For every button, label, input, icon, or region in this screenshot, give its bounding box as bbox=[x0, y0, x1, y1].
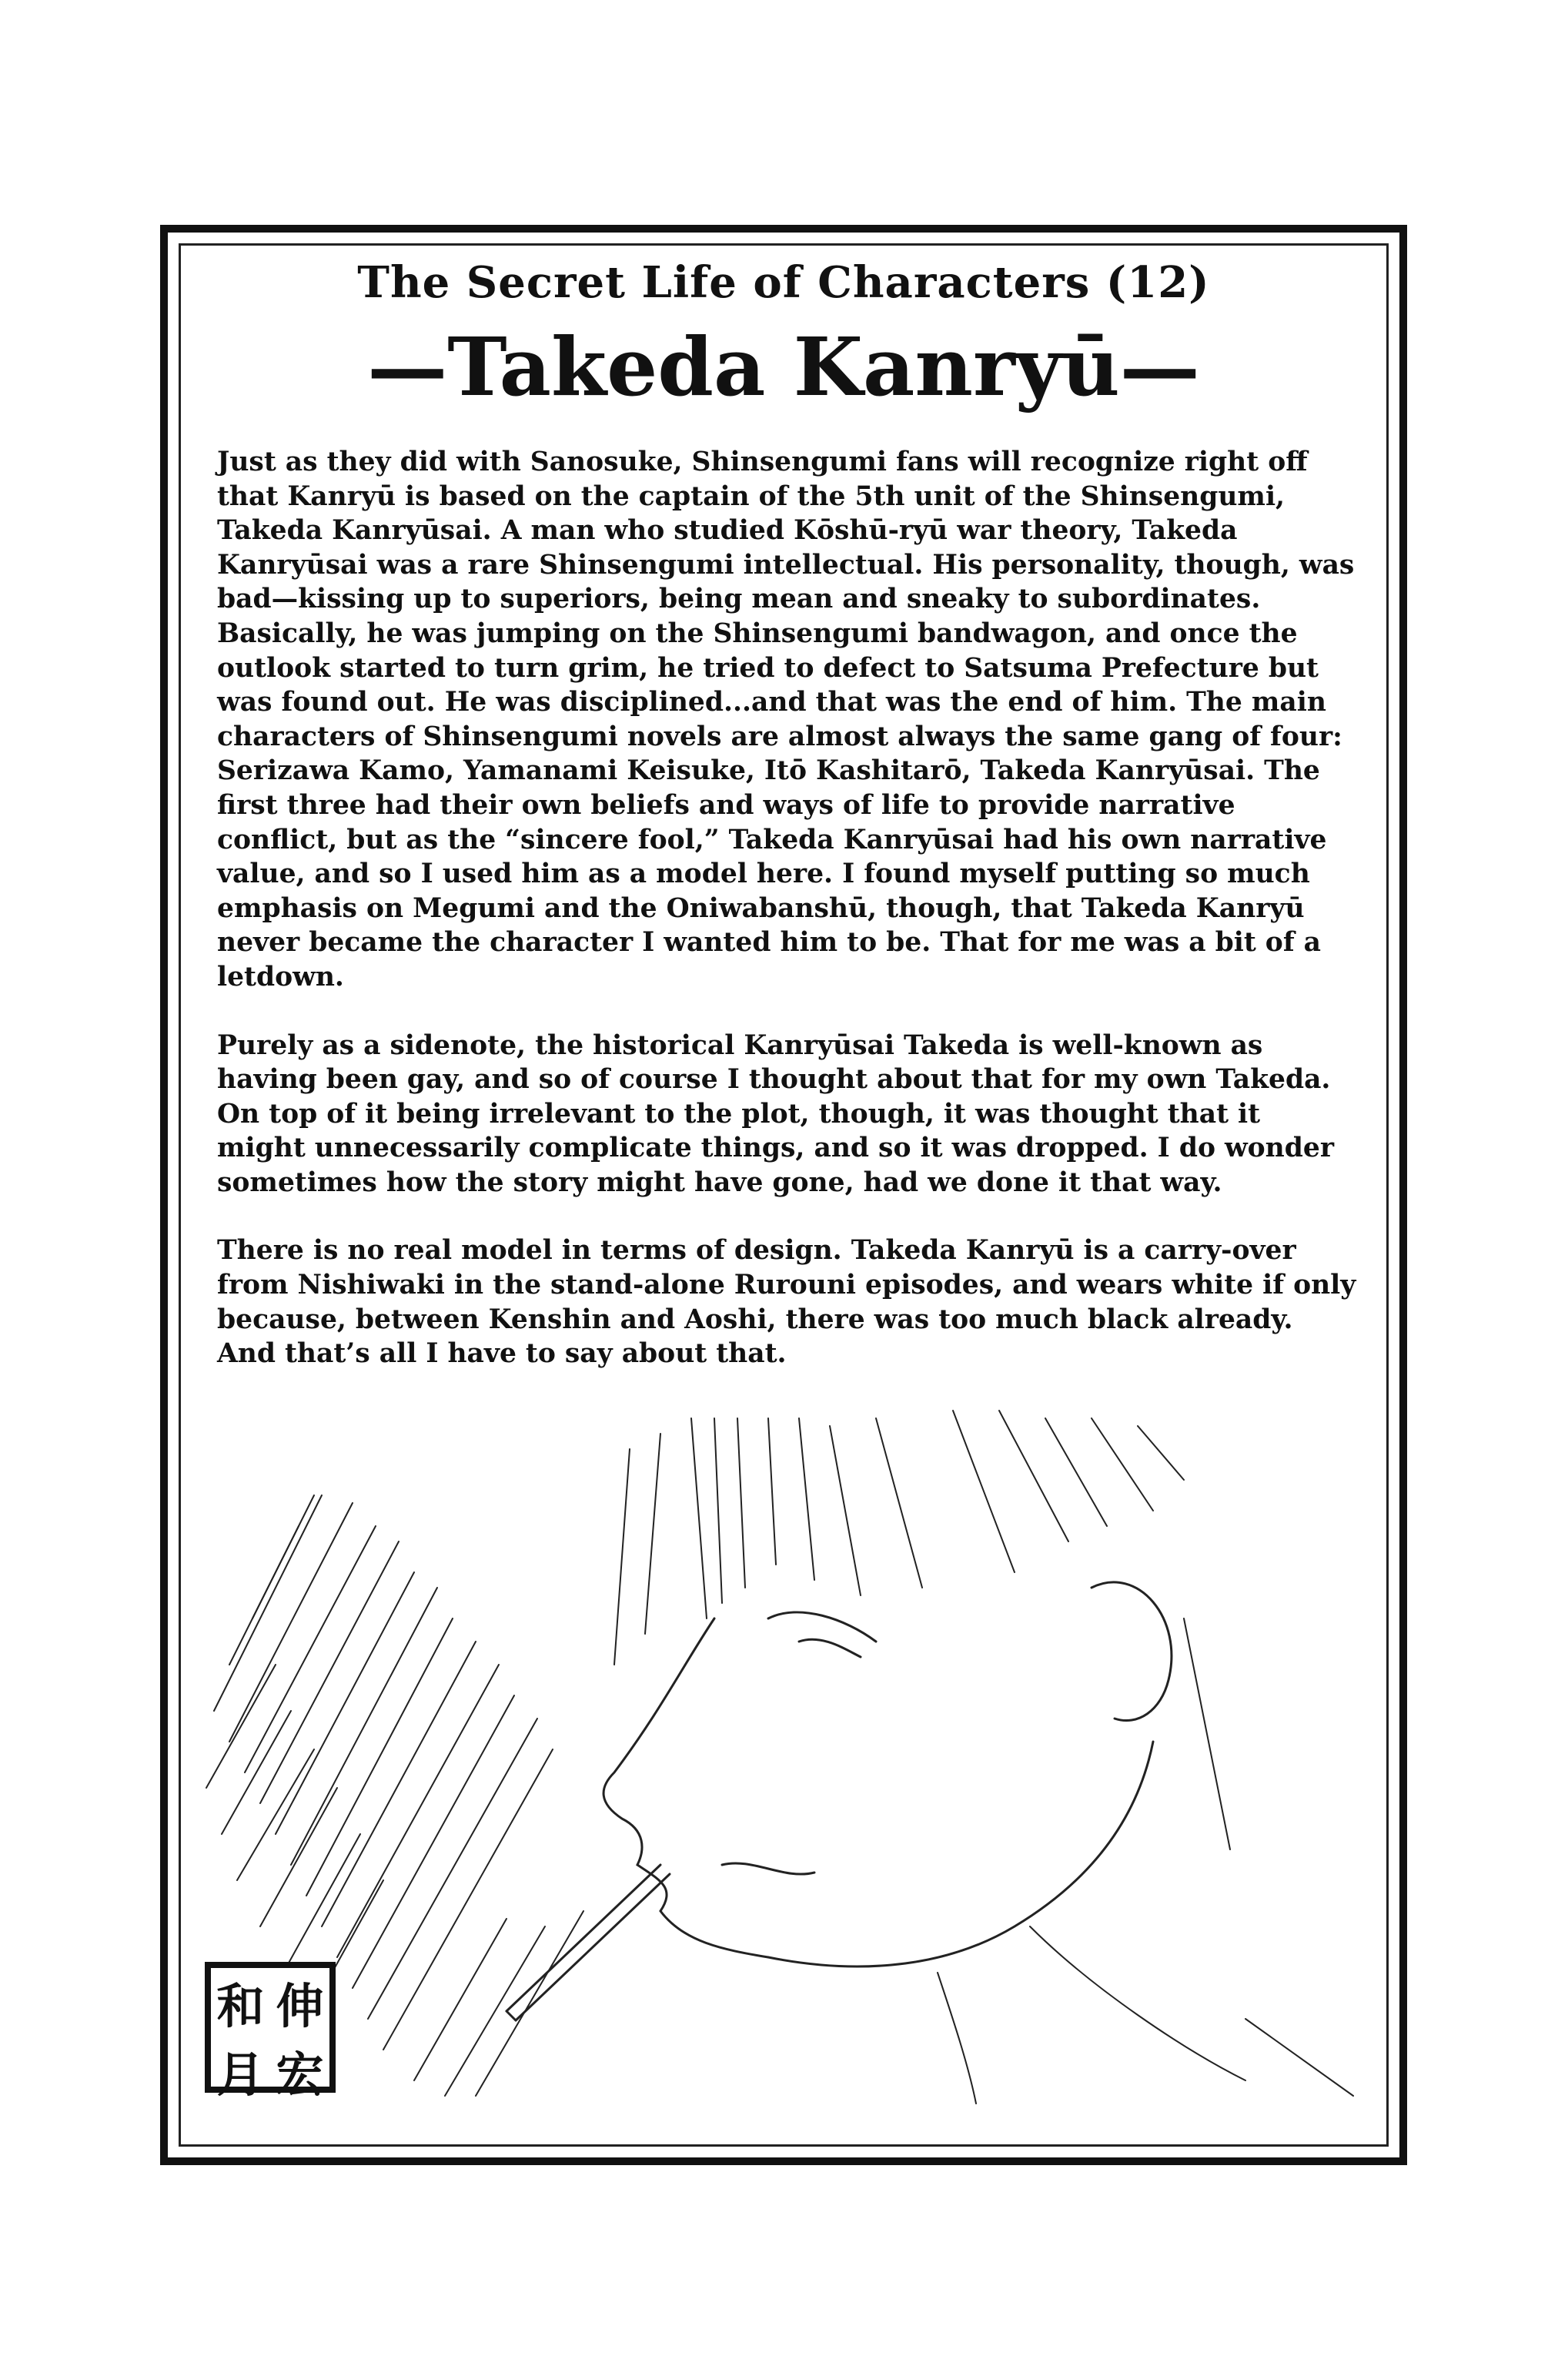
neck-lines bbox=[938, 1618, 1353, 2104]
page-title: The Secret Life of Characters (12) bbox=[357, 257, 1210, 308]
signature-seal bbox=[205, 1962, 336, 2103]
page-subtitle: —Takeda Kanryū— bbox=[367, 320, 1200, 414]
seal-char-1: 和 bbox=[216, 1978, 265, 2034]
paragraph-3: There is no real model in terms of design. Takeda Kanryū is a carry-over from Nishiwaki in the stand-alone Rurouni episodes, and wears white if only because, between Kenshin and Aoshi, there was too much black already. And that’s all I have to say about that. bbox=[217, 1235, 1356, 1370]
paragraph-2: Purely as a sidenote, the historical Kanryūsai Takeda is well-known as having been gay, and so of course I thought about that for my own Takeda. On top of it being irrelevant to the plot, though, it was thought that it might unnecessarily complicate things, and so it was dropped. I do wonder sometimes how the story might have gone, had we done it that way. bbox=[217, 1029, 1335, 1198]
seal-char-4: 宏 bbox=[276, 2047, 324, 2103]
article-body bbox=[217, 445, 1356, 1405]
seal-char-3: 月 bbox=[216, 2047, 265, 2103]
page-frame bbox=[160, 225, 1407, 2165]
paragraph-1: Just as they did with Sanosuke, Shinsengumi fans will recognize right off that Kanryū is based on the captain of the 5th unit of the Shinsengumi, Takeda Kanryūsai. A man who studied Kōshū-ryū war theory, Takeda Kanryūsai was a rare Shinsengumi intellectual. His personality, though, was bad—kissing up to superiors, being mean and sneaky to subordinates. Basically, he was jumping on the Shinsengumi bandwagon, and once the outlook started to turn grim, he tried to defect to Satsuma Prefecture but was found out. He was disciplined...and that was the end of him. The main characters of Shinsengumi novels are almost always the same gang of four: Serizawa Kamo, Yamanami Keisuke, Itō Kashitarō, Takeda Kanryūsai. The first three had their own beliefs and ways of life to provide narrative conflict, but as the “sincere fool,” Takeda Kanryūsai had his own narrative value, and so I used him as a model here. I found myself putting so much emphasis on Megumi and the Oniwabanshū, though, that Takeda Kanryū never became the character I wanted him to be. That for me was a bit of a letdown. bbox=[217, 447, 1355, 992]
cigarette bbox=[507, 1865, 670, 2020]
face-profile bbox=[603, 1582, 1172, 1966]
seal-char-2: 伸 bbox=[276, 1978, 324, 2034]
hair-strands bbox=[614, 1411, 1184, 1665]
character-sketch bbox=[183, 1387, 1384, 2111]
